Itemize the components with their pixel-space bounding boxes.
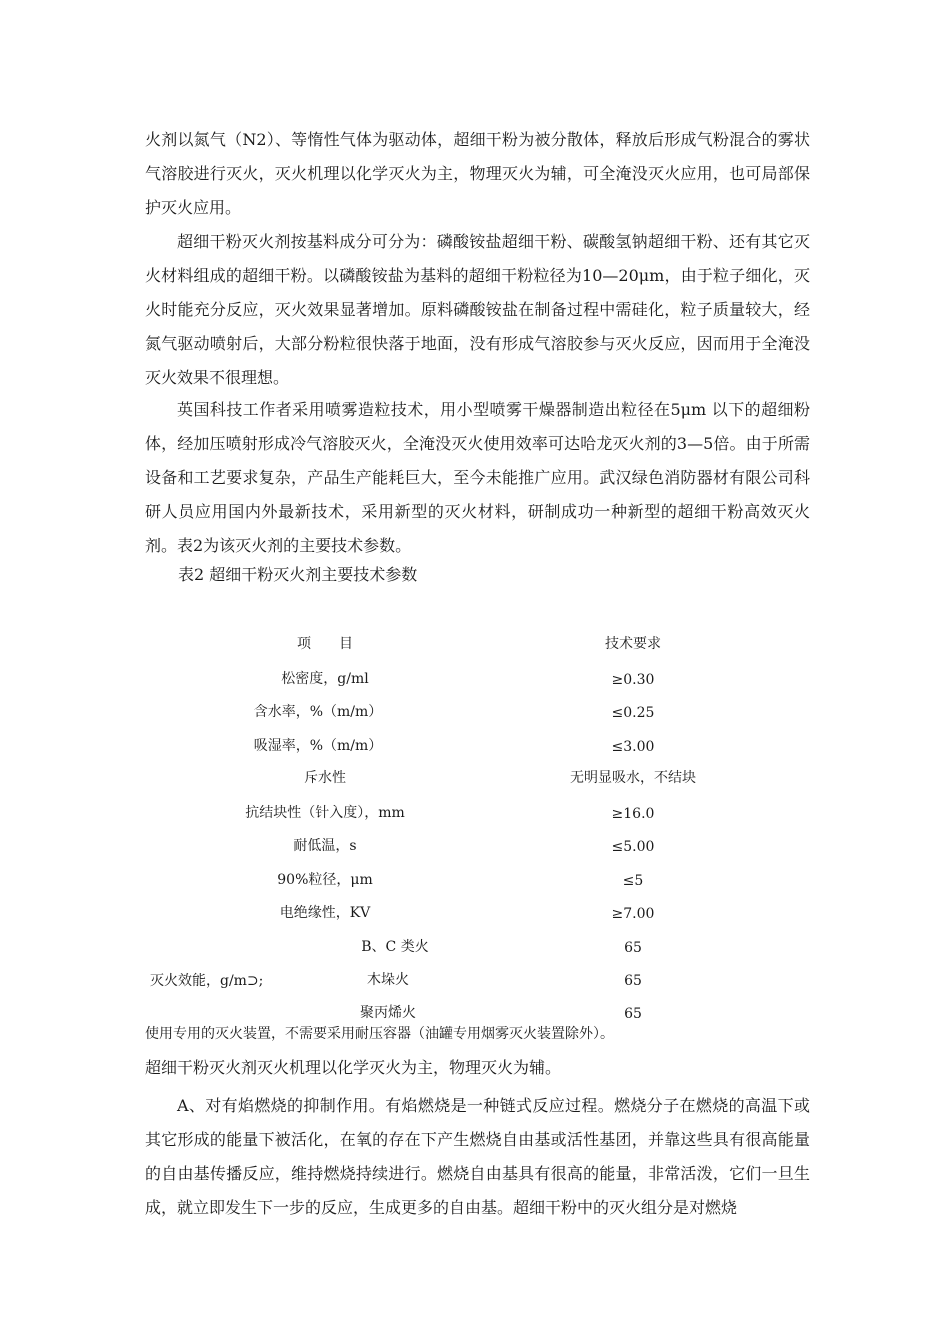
table-row-req: 无明显吸水，不结块 [570,770,696,786]
efficacy-req: 65 [624,940,642,956]
efficacy-label: 灭火效能，g/m⊃; [150,973,264,989]
paragraph-2: 超细干粉灭火剂按基料成分可分为：磷酸铵盐超细干粉、碳酸氢钠超细干粉、还有其它灭火材料组成的超细干粉。以磷酸铵盐为基料的超细干粉粒径为10—20μm，由于粒子细化，灭火时能充分反应，灭火效果显著增加。原料磷酸铵盐在制备过程中需硅化，粒子质量较大，经氮气驱动喷射后，大部分粉粒很快落于地面，没有形成气溶胶参与灭火反应，因而用于全淹没灭火效果不很理想。 [145,232,810,387]
table-row-item: 含水率，%（m/m） [253,704,383,720]
table-row-req: ≤5.00 [611,839,655,855]
efficacy-fire-type: 聚丙烯火 [360,1005,416,1021]
paragraph-a: A、对有焰燃烧的抑制作用。有焰燃烧是一种链式反应过程。燃烧分子在燃烧的高温下或其它形成的能量下被活化，在氧的存在下产生燃烧自由基或活性基团，并靠这些具有很高能量的自由基传播反应，维持燃烧持续进行。燃烧自由基具有很高的能量，非常活泼，它们一旦生成，就立即发生下一步的反应，生成更多的自由基。超细干粉中的灭火组分是对燃烧 [145,1096,810,1217]
table-row-req: ≥0.30 [611,672,655,688]
efficacy-req: 65 [624,1006,642,1022]
efficacy-fire-type: 木垛火 [367,972,409,988]
efficacy-fire-type: B、C 类火 [361,939,429,955]
table-row-item: 耐低温，s [293,838,357,854]
efficacy-req: 65 [624,973,642,989]
table-row-item: 斥水性 [304,770,346,786]
table-row-req: ≤5 [622,873,644,889]
table-row-req: ≤0.25 [611,705,655,721]
table-row-req: ≥7.00 [611,906,655,922]
table-row-item: 90%粒径，μm [277,872,373,888]
table-row-item: 松密度，g/ml [281,671,369,687]
mechanism-summary: 超细干粉灭火剂灭火机理以化学灭火为主，物理灭火为辅。 [145,1058,562,1077]
table-row-req: ≤3.00 [611,739,655,755]
paragraph-1: 火剂以氮气（N2）、等惰性气体为驱动体，超细干粉为被分散体，释放后形成气粉混合的雾状气溶胶进行灭火，灭火机理以化学灭火为主，物理灭火为辅，可全淹没灭火应用，也可局部保护灭火应用。 [145,130,810,217]
table-row-req: ≥16.0 [611,806,655,822]
table-row-item: 电绝缘性，KV [279,905,371,921]
table-caption: 表2 超细干粉灭火剂主要技术参数 [178,565,418,584]
header-requirement: 技术要求 [605,636,661,652]
header-item: 项 目 [297,636,353,652]
paragraph-3: 英国科技工作者采用喷雾造粒技术，用小型喷雾干燥器制造出粒径在5μm 以下的超细粉体，经加压喷射形成冷气溶胶灭火，全淹没灭火使用效率可达哈龙灭火剂的3—5倍。由于所需设备和工艺要求复杂，产品生产能耗巨大，至今未能推广应用。武汉绿色消防器材有限公司科研人员应用国内外最新技术，采用新型的灭火材料，研制成功一种新型的超细干粉高效灭火剂。表2为该灭火剂的主要技术参数。 [145,400,810,555]
table-row-item: 吸湿率，%（m/m） [253,738,383,754]
table-row-item: 抗结块性（针入度），mm [245,805,405,821]
table-note: 使用专用的灭火装置，不需要采用耐压容器（油罐专用烟雾灭火装置除外）。 [145,1026,614,1042]
